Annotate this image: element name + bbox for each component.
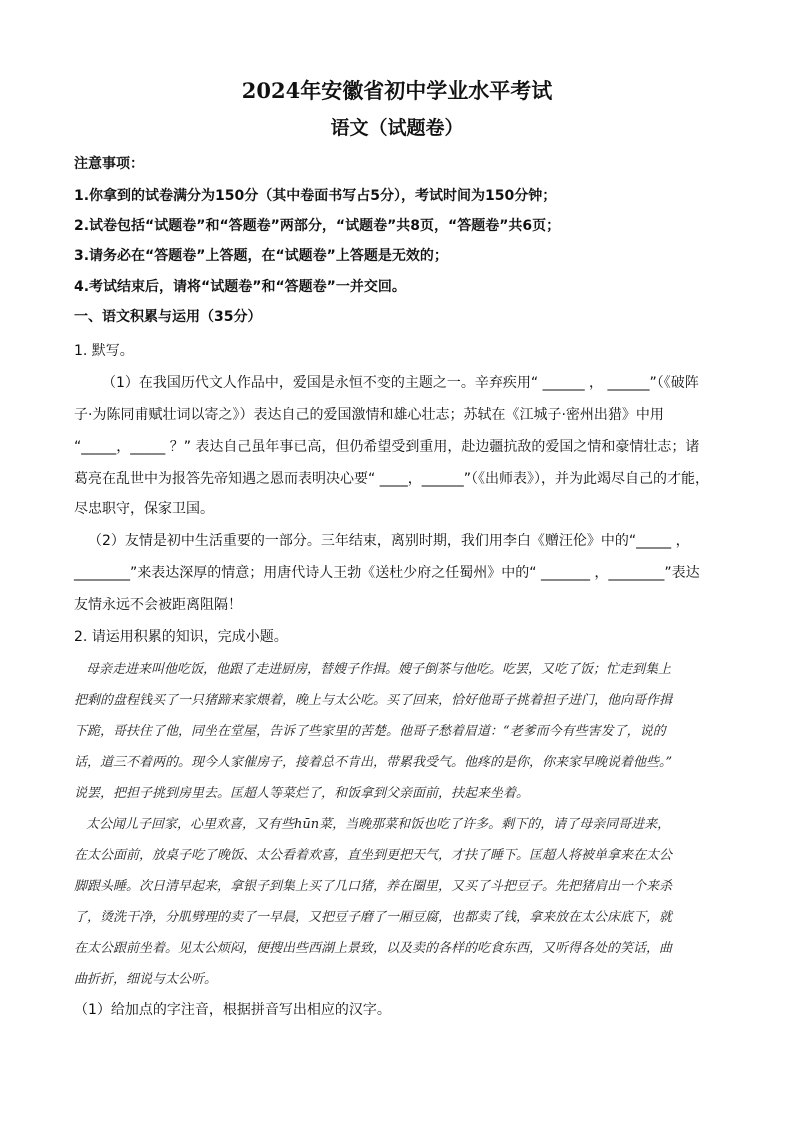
notice-item-1: 1.你拿到的试卷满分为150分（其中卷面书写占5分），考试时间为150分钟； <box>74 188 557 204</box>
passage-line: 曲折折，细说与太公听。 <box>74 972 218 987</box>
q1-part2-line: ________”来表达深厚的情意；用唐代诗人王勃《送杜少府之任蜀州》中的“ _______ ，________”表达 <box>74 565 700 581</box>
passage-line: 在太公跟前坐着。见太公烦闷，便搜出些西湖上景致，以及卖的各样的吃食东西，又听得各处的笑话，曲 <box>74 941 673 956</box>
q1-part2-line: 友情永远不会被距离阻隔！ <box>74 597 242 613</box>
q1-part1-line: “_____，_____ ？” 表达自己虽年事已高，但仍希望受到重用，赴边疆抗敌的爱国之情和豪情壮志；诸 <box>74 439 700 455</box>
passage-line: 母亲走进来叫他吃饭，他跟了走进厨房，替嫂子作揖。嫂子倒茶与他吃。吃罢，又吃了饭；忙走到集上 <box>86 662 672 677</box>
question-1-label: 1. 默写。 <box>74 343 134 359</box>
exam-title: 2024年安徽省初中学业水平考试 <box>241 78 553 103</box>
q1-part1-line: 子·为陈同甫赋壮词以寄之》）表达自己的爱国激情和雄心壮志；苏轼在《江城子·密州出猎》中用 <box>74 407 664 423</box>
exam-subtitle: 语文（试题卷） <box>330 117 464 139</box>
passage-line: 话，道三不着两的。现今人家催房子，接着总不肯出，带累我受气。他疼的是你，你来家早晚说着他些。” <box>74 755 673 770</box>
passage-line: 说罢，把担子挑到房里去。匡超人等菜烂了，和饭拿到父亲面前，扶起来坐着。 <box>74 786 530 801</box>
notice-item-3: 3.请务必在“答题卷”上答题，在“试题卷”上答题是无效的； <box>74 248 448 264</box>
q1-part1-line: （1）在我国历代文人作品中，爱国是永恒不变的主题之一。辛弃疾用“ ______ ， ______”（《破阵 <box>102 375 699 391</box>
q1-part1-line: 葛亮在乱世中为报答先帝知遇之恩而表明决心要“ ____，______”（《出师表》），并为此竭尽自己的才能， <box>74 471 709 487</box>
q1-part2-line: （2）友情是初中生活重要的一部分。三年结束，离别时期，我们用李白《赠汪伦》中的“_____ ， <box>88 533 690 549</box>
question-2-label: 2. 请运用积累的知识，完成小题。 <box>74 629 288 645</box>
passage-line: 下跪，哥扶住了他，同坐在堂屋，告诉了些家里的苦楚。他哥子愁着眉道：“老爹而今有些害发了，说的 <box>74 724 666 739</box>
passage-line: 在太公面前，放桌子吃了晚饭、太公看着欢喜，直坐到更把天气，才扶了睡下。匡超人将被单拿来在太公 <box>74 848 673 863</box>
q2-sub-question-1: （1）给加点的字注音，根据拼音写出相应的汉字。 <box>74 1002 391 1018</box>
notice-item-2: 2.试卷包括“试题卷”和“答题卷”两部分，“试题卷”共8页，“答题卷”共6页； <box>74 218 561 234</box>
passage-line: 脚跟头睡。次日清早起来，拿银子到集上买了几口猪，养在圈里，又买了斗把豆子。先把猪肩出一个来杀 <box>74 879 673 894</box>
passage-line: 了，烫洗干净，分肌劈理的卖了一早晨，又把豆子磨了一厢豆腐，也都卖了钱，拿来放在太公床底下，就 <box>74 910 673 925</box>
notice-heading: 注意事项： <box>74 156 144 172</box>
q1-part1-line: 尽忠职守，保家卫国。 <box>74 501 214 517</box>
notice-item-4: 4.考试结束后，请将“试题卷”和“答题卷”一并交回。 <box>74 279 406 295</box>
passage-line: 把剩的盘程钱买了一只猪蹄来家煨着，晚上与太公吃。买了回来，恰好他哥子挑着担子进门，他向哥作揖 <box>74 693 673 708</box>
section-heading: 一、语文积累与运用（35分） <box>74 309 262 325</box>
passage-line: 太公闻儿子回家，心里欢喜，又有些hūn菜，当晚那菜和饭也吃了许多。剩下的，请了母亲同哥进来， <box>86 817 671 832</box>
